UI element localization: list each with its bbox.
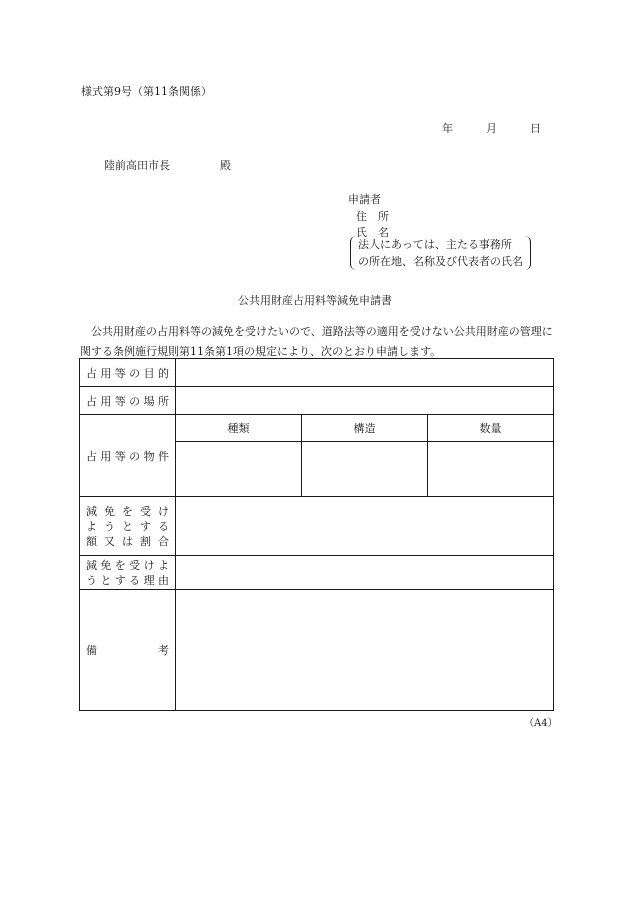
column-quantity: 数量 <box>428 415 554 442</box>
purpose-field[interactable] <box>176 359 554 387</box>
date-day: 日 <box>530 122 541 135</box>
reduction-reason-label <box>80 556 176 590</box>
purpose-label-text: 占 用 等 の 目 的 <box>86 366 169 380</box>
address-label: 住 所 <box>356 210 389 223</box>
date-line <box>442 120 541 136</box>
remarks-label-right: 考 <box>158 644 169 657</box>
reduction-amount-field[interactable] <box>176 497 554 556</box>
structure-field[interactable] <box>302 442 428 497</box>
reduction-reason-line1: 減 免 を 受 け よ <box>86 558 169 572</box>
quantity-field[interactable] <box>428 442 554 497</box>
addressee: 陸前高田市長 <box>104 159 170 172</box>
application-table <box>79 358 554 711</box>
purpose-label <box>80 359 176 387</box>
intro-paragraph: 公共用財産の占用料等の減免を受けたいので、道路法等の適用を受けない公共用財産の管理に関する条例施行規則第11条第1項の規定により、次のとおり申請します。 <box>80 325 553 358</box>
column-structure: 構造 <box>302 415 428 442</box>
place-label <box>80 387 176 415</box>
name-label: 氏 名 <box>356 226 389 239</box>
remarks-label <box>80 590 176 711</box>
corporation-note <box>350 236 531 270</box>
date-year: 年 <box>442 122 453 135</box>
form-number: 様式第9号（第11条関係） <box>81 85 212 98</box>
object-label <box>80 415 176 497</box>
type-field[interactable] <box>176 442 302 497</box>
reduction-amount-label <box>80 497 176 556</box>
reduction-amount-line3: 額 又 は 割 合 <box>86 534 169 548</box>
reduction-amount-line2: よ う と す る <box>86 519 169 533</box>
remarks-field[interactable] <box>176 590 554 711</box>
place-label-text: 占 用 等 の 場 所 <box>86 394 169 408</box>
corp-note-line2: の所在地、名称及び代表者の氏名 <box>358 255 523 268</box>
column-type: 種類 <box>176 415 302 442</box>
paper-size-note: （A4） <box>524 718 558 729</box>
remarks-label-left: 備 <box>86 644 97 657</box>
reduction-reason-line2: う と す る 理 由 <box>86 573 169 587</box>
date-month: 月 <box>486 122 497 135</box>
addressee-suffix: 殿 <box>220 159 231 172</box>
applicant-heading: 申請者 <box>348 193 381 206</box>
place-field[interactable] <box>176 387 554 415</box>
object-label-text: 占 用 等 の 物 件 <box>86 449 169 463</box>
reduction-reason-field[interactable] <box>176 556 554 590</box>
reduction-amount-line1: 減 免 を 受 け <box>86 504 169 518</box>
document-title: 公共用財産占用料等減免申請書 <box>238 294 392 307</box>
corp-note-line1: 法人にあっては、主たる事務所 <box>358 238 512 251</box>
